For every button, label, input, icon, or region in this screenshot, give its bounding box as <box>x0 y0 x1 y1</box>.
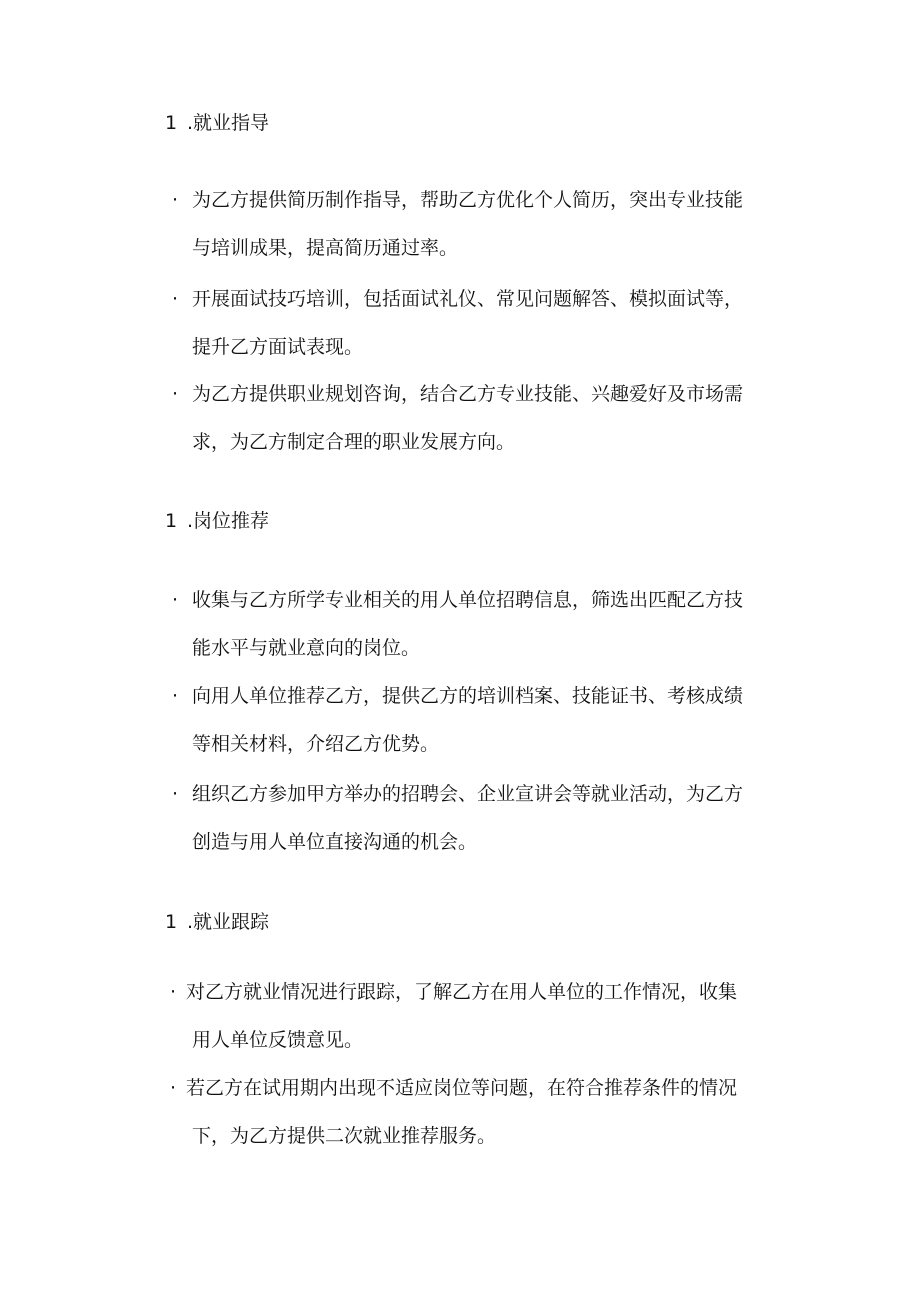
list-item-line: 为乙方提供职业规划咨询，结合乙方专业技能、兴趣爱好及市场需 <box>192 383 744 405</box>
list-item-line: 求，为乙方制定合理的职业发展方向。 <box>192 431 516 453</box>
list-item-line: 开展面试技巧培训，包括面试礼仪、常见问题解答、模拟面试等， <box>192 288 744 310</box>
list-item-line: 与培训成果，提高简历通过率。 <box>192 237 459 259</box>
list-item-line: 创造与用人单位直接沟通的机会。 <box>192 831 478 853</box>
section-number: 1 <box>165 911 178 933</box>
list-item-line: 向用人单位推荐乙方，提供乙方的培训档案、技能证书、考核成绩 <box>192 685 744 707</box>
bullet-marker: · <box>172 783 179 805</box>
list-item-line: 对乙方就业情况进行跟踪，了解乙方在用人单位的工作情况，收集 <box>186 981 738 1003</box>
bullet-marker: · <box>172 685 179 707</box>
section-title: .就业指导 <box>187 112 270 134</box>
section-heading <box>165 111 269 135</box>
section-number: 1 <box>165 510 178 532</box>
bullet-marker: · <box>172 589 179 611</box>
bullet-marker: · <box>172 383 179 405</box>
section-heading <box>165 509 269 533</box>
list-item-line: 能水平与就业意向的岗位。 <box>192 637 421 659</box>
list-item-line: 等相关材料，介绍乙方优势。 <box>192 733 440 755</box>
list-item-line: 用人单位反馈意见。 <box>192 1029 364 1051</box>
list-item-line: 组织乙方参加甲方举办的招聘会、企业宣讲会等就业活动，为乙方 <box>192 783 744 805</box>
bullet-marker: · <box>172 288 179 310</box>
bullet-marker: · <box>170 1077 177 1099</box>
section-title: .岗位推荐 <box>187 510 270 532</box>
list-item-line: 为乙方提供简历制作指导，帮助乙方优化个人简历，突出专业技能 <box>192 189 744 211</box>
bullet-marker: · <box>170 981 177 1003</box>
section-title: .就业跟踪 <box>187 911 270 933</box>
list-item-line: 若乙方在试用期内出现不适应岗位等问题，在符合推荐条件的情况 <box>186 1077 738 1099</box>
section-number: 1 <box>165 112 178 134</box>
list-item-line: 下，为乙方提供二次就业推荐服务。 <box>192 1125 497 1147</box>
list-item-line: 收集与乙方所学专业相关的用人单位招聘信息，筛选出匹配乙方技 <box>192 589 744 611</box>
list-item-line: 提升乙方面试表现。 <box>192 336 364 358</box>
bullet-marker: · <box>172 189 179 211</box>
section-heading <box>165 910 269 934</box>
